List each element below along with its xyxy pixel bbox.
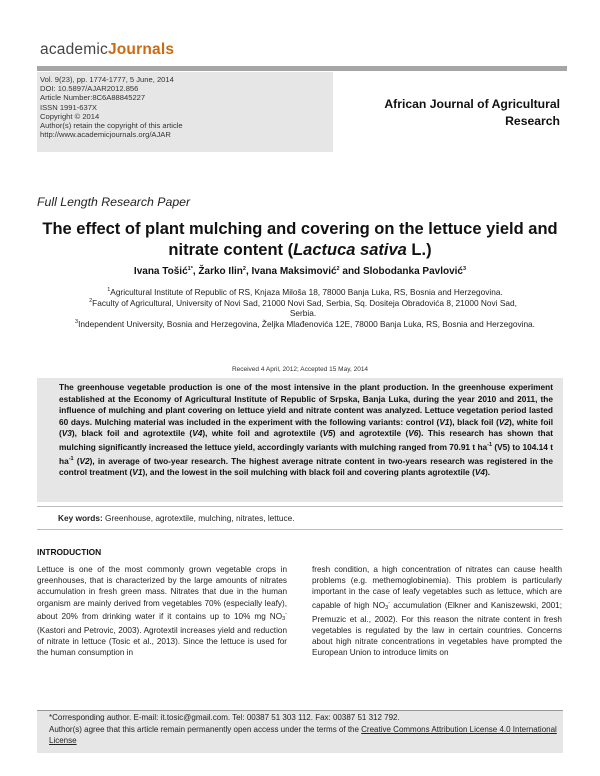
body-column-right: fresh condition, a high concentration of nitrates can cause health problems (e.g. methemoglobinemia). This problem is particularly important in the case of leafy vegetables such as lettuce, which are capable of high $NO_3^-$ accumulation (Elkner and Kaniszewski, 2001; Premuzic et al., 2002). For this reason the nitrate content in fresh vegetables is regulated by the law in certain countries. Concerns about high nitrate concentrations in vegetables have prompted the European Union to introduce limits on [312, 565, 563, 658]
meta-rights: Author(s) retain the copyright of this article [40, 121, 183, 131]
author-name: Ivana Maksimović [251, 266, 337, 277]
author-name: Žarko Ilin [198, 266, 243, 277]
license-link[interactable]: Creative Commons Attribution License 4.0 International License [49, 724, 557, 745]
abstract: The greenhouse vegetable production is one of the most intensive in the plant production. In the greenhouse experiment established at the Economy of Agricultural Institute of Republic of Srpska, Banja Luka, during the year 2010 and 2011, the influence of mulching and plant covering on lettuce yield and nitrate content was analyzed. Lettuce vegetation period lasted 60 days. Mulching material was included in the experiment with the following variants: control (V1), black foil (V2), white foil (V3), black foil and agrotextile (V4), white foil and agrotextile (V5) and agrotextile (V6). This research has shown that mulching significantly increased the lettuce yield, accordingly variants with mulching ranged from 70.91 t $ha^{-1}$ (V5) to 104.14 t $ha^{-1}$ (V2), in average of two-year research. The highest average nitrate content in two-years research was registered in the control treatment (V1), and the lowest in the soil mulching with black foil and covering plants agrotextile (V4). [37, 378, 563, 502]
meta-issn: ISSN 1991-637X [40, 102, 97, 112]
paper-type: Full Length Research Paper [37, 195, 191, 209]
header-bar [37, 66, 567, 71]
meta-doi[interactable]: DOI: 10.5897/AJAR2012.856 [40, 84, 139, 94]
author-name: Ivana Tošić [133, 266, 188, 277]
author-list: Ivana Tošić$^{1*}$, Žarko Ilin$^2$, Ivana Maksimović$^2$ and Slobodanka Pavlović$^3$ [133, 266, 467, 277]
meta-volume: Vol. 9(23), pp. 1774-1777, 5 June, 2014 [40, 75, 174, 84]
license-note: Author(s) agree that this article remain permanently open access under the terms of the Creative Commons Attribution License 4.0 International License [49, 724, 557, 745]
keywords: Key words: Greenhouse, agrotextile, mulching, nitrates, lettuce. [58, 513, 295, 523]
divider [37, 506, 563, 507]
corresponding-author: *Corresponding author. E-mail: it.tosic@gmail.com. Tel: 00387 51 303 112. Fax: 00387 51 312 792. [49, 713, 400, 722]
paper-title: The effect of plant mulching and covering on the lettuce yield and nitrate content (Lactuca sativa L.) [42, 220, 558, 259]
meta-copyright: Copyright © 2014 [40, 111, 100, 121]
footnote-box [37, 710, 563, 753]
section-heading-introduction: INTRODUCTION [37, 547, 102, 557]
received-dates: Received 4 April, 2012; Accepted 15 May, 2014 [231, 366, 369, 373]
body-column-left: Lettuce is one of the most commonly grown vegetable crops in greenhouses, that is characterized by the large amounts of nitrates accumulation in fresh green mass. Nitrates that due in the human organism are mainly derived from vegetables 70% (especially leafy), about 20% from drinking water if it contains up to 10% mg $NO_3^-$ (Kastori and Petrovic, 2003). Agrotextil increases yield and reduction of nitrate in lettuce (Tosic et al., 2013). Since the lettuce is used for the human consumption in [37, 565, 287, 658]
affiliation-1: $^1$Agricultural Institute of Republic of RS, Knjaza Miloša 18, 78000 Banja Luka, RS, Bosnia and Herzegovina. [107, 287, 503, 297]
divider [37, 529, 563, 530]
author-name: Slobodanka Pavlović [362, 266, 463, 277]
meta-article-number: Article Number:8C6A88845227 [40, 93, 146, 103]
journal-logo: academicJournals [40, 41, 175, 58]
article-metadata [37, 72, 333, 152]
meta-url-link[interactable]: http://www.academicjournals.org/AJAR [40, 130, 171, 140]
affiliation-2: $^2$Faculty of Agricultural, University of Novi Sad, 21000 Novi Sad, Serbia, Sq. Dositeja Obradovića 8, 21000 Novi Sad, Serbia. [89, 298, 517, 319]
affiliation-3: $^3$Independent University, Bosnia and Herzegovina, Željka Mlađenovića 12E, 78000 Banja Luka, RS, Bosnia and Herzegovina. [75, 319, 535, 329]
journal-name: African Journal of Agricultural Research [384, 97, 560, 128]
